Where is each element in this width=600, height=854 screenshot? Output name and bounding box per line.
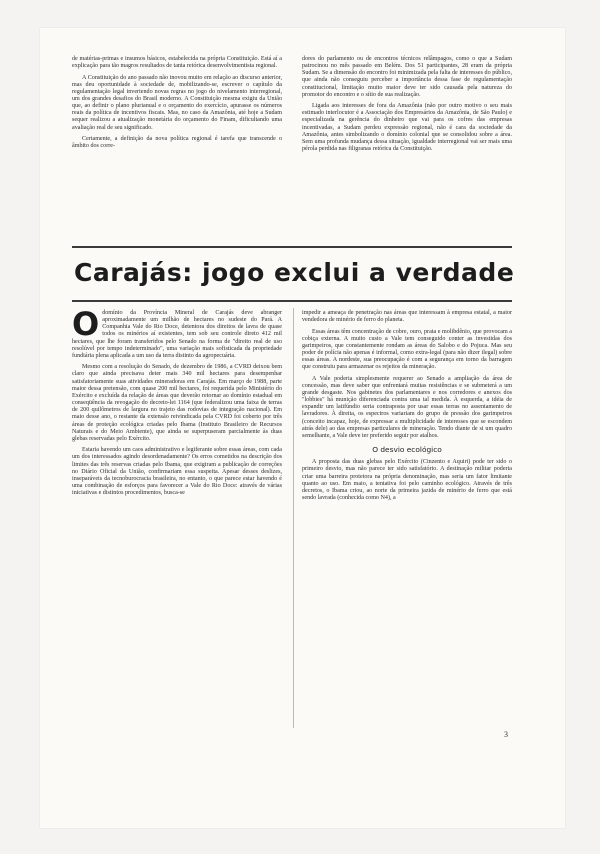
headline-rule-bottom bbox=[72, 300, 512, 302]
section-subhead: O desvio ecológico bbox=[372, 445, 442, 455]
paragraph: A Vale poderia simplesmente requerer ao Senado a ampliação da área de concessão, mas deve saber que enfrentará muitas resistências e se submeterá a um grande desgaste. Nos gabinetes dos parlamentares e nos corredores e anexos dos "lobbies" há munição diferenciada contra uma tal medida. À esquerda, a idéia de expandir um latifúndio seria contraposta por usar essas terras no assentamento de lavradores. À direita, os espectros variariam do grupo de pressão dos garimpeiros (conceito incapaz, hoje, de expressar a multiplicidade de interesses que se escondem atrás dele) ao das empresas particulares de mineração. Tendo diante de si um quadro semelhante, a Vale deve ter preferido seguir por atalhos. bbox=[302, 375, 512, 439]
paragraph: de matérias-primas e insumos básicos, estabelecida na própria Constituição. Está aí a explicação para tão magros resultados de tanta retórica desenvolvimentista regional. bbox=[72, 56, 282, 70]
paragraph: impedir a ameaça de penetração nas áreas que interessam à empresa estatal, a maior vendedora de minério de ferro do planeta. bbox=[302, 310, 512, 324]
paragraph: Ligada aos interesses de fora da Amazônia (não por outro motivo o seu mais estimado interlocutor é a Associação dos Empresários da Amazônia, de São Paulo) e especializada na gerência do dinheiro que vai para os cofres das empresas incentivadas, a Sudam perdeu expressão regional, não é cara da sociedade da Amazônia, antes simbolizando o domínio colonial que se consolidou sobre a área. Sem uma profunda mudança dessa situação, igualdade interregional vai ser mais uma pérola perdida nas filigranas retórica da Constituição. bbox=[302, 103, 512, 153]
page-number: 3 bbox=[504, 730, 508, 739]
article-headline: Carajás: jogo exclui a verdade bbox=[74, 258, 515, 287]
paragraph: dores do parlamento ou de encontros técnicos relâmpagos, como o que a Sudam patrocinou no mês passado em Belém. Dos 51 participantes, 28 eram da própria Sudam. Se a dimensão do encontro foi minimizada pela falta de interesses do público, que ainda não conseguiu perceber a importância dessa fase de regulamentação constitucional, limitação muito maior deve ter sido causada pela natureza do promotor do encontro e o sítio de sua realização. bbox=[302, 56, 512, 98]
paragraph: Certamente, a definição da nova política regional é tarefa que transcende o âmbito dos corre- bbox=[72, 135, 282, 150]
paragraph: A Constituição do ano passado não inovou muito em relação ao discurso anterior, mas deu oportunidade à sociedade de, mobilizando-se, escrever o capítulo da regulamentação legal invertendo novas regras no jogo do nivelamento interregional, um dos grandes desafios do Brasil moderno. A Constituição mesma exigiu da União que, ao definir o plano plurianual e o orçamento do exercício, apurasse os números reais da política de incentivos fiscais. Mas, no caso da Amazônia, até hoje a Sudam sequer realizou a atualização monetária do orçamento do Finam, dificultando uma avaliação real de seu significado. bbox=[72, 74, 282, 131]
column-divider bbox=[293, 308, 294, 728]
paragraph: Essas áreas têm concentração de cobre, ouro, prata e molibdênio, que provocam a cobiça externa. A muito custo a Vale tem conseguido conter as investidas dos garimpeiros, que constantemente rondam as áreas do Salobo e do Pojuca. Mas seu poder de polícia não apenas é informal, como extra-legal (para não dizer ilegal) sobre essas áreas. A nordeste, sua preocupação é com a segurança em torno da barragem que construiu para armazenar os rejeitos da mineração. bbox=[302, 328, 512, 371]
top-left-column bbox=[72, 56, 282, 154]
top-right-column bbox=[302, 56, 512, 157]
paragraph: Estaria havendo um caos administrativo e legiferante sobre essas áreas, com cada um dos interessados agindo desordenadamente? Os erros cometidos na descrição dos limites das três reservas criadas pelo Ibama, que exigiram a publicação de correções no Diário Oficial da União, confirmariam essa suspeita. Apesar desses deslizes, inseparáveis da tecnoburocracia brasileira, no entanto, o que parece estar havendo é uma combinação de esforços para favorecer a Vale do Rio Doce: através de várias iniciativas e distintos procedimentos, busca-se bbox=[72, 447, 282, 497]
document-page bbox=[40, 28, 565, 828]
paragraph: A proposta das duas glebas pelo Exército (Cinzento e Aquiri) pode ter sido o primeiro desvio, mas não parece ter sido satisfatório. A destinação militar poderia criar uma barreira protetora na própria denominação, mas seria um fator limitante quanto ao uso. Em maio, a tentativa foi pelo caminho ecológico. Através de três decretos, o Ibama criou, ao norte da primeira jazida de minério de ferro que está sendo lavrada (conhecida como N4), a bbox=[302, 459, 512, 501]
drop-cap: O bbox=[72, 305, 100, 343]
paragraph-lead: Odomínio da Província Mineral de Carajás deve abranger aproximadamente um milhão de hectares no sudeste do Pará. A Companhia Vale do Rio Doce, detentora dos direitos de lavra de quase todos os minérios aí existentes, tem sob seu controle direto 412 mil hectares, que lhe foram transferidos pelo Senado na forma de "direito real de uso resolúvel por tempo indeterminado", uma variação mais sofisticada da propriedade fundiária plena aplicada a um uso da terra distinto da agropecuária. bbox=[72, 305, 282, 359]
bottom-right-column bbox=[302, 310, 512, 506]
paragraph: Mesmo com a resolução do Senado, de dezembro de 1986, a CVRD deixou bem claro que ainda precisava deter mais 340 mil hectares para desempenhar satisfatoriamente suas atividades mineradoras em Carajás. Em março de 1988, parte maior dessa pretensão, com quase 200 mil hectares, foi requerida pelo Ministério do Exército e excluída da relação de áreas que deverão retornar ao domínio estadual em conseqüência da revogação do decreto-lei 1164 (que federalizou uma faixa de terras de 200 quilômetros de largura no trajeto das rodovias de integração nacional). Em maio desse ano, o restante da extensão reivindicada pela CVRD foi coberto por três áreas de proteção ecológica criadas pelo Ibama (Instituto Brasileiro de Recursos Naturais e do Meio Ambiente), que ainda se superpuseram parcialmente às duas glebas reservadas pelo Exército. bbox=[72, 364, 282, 442]
headline-rule-top bbox=[72, 246, 512, 248]
bottom-left-column bbox=[72, 305, 282, 501]
